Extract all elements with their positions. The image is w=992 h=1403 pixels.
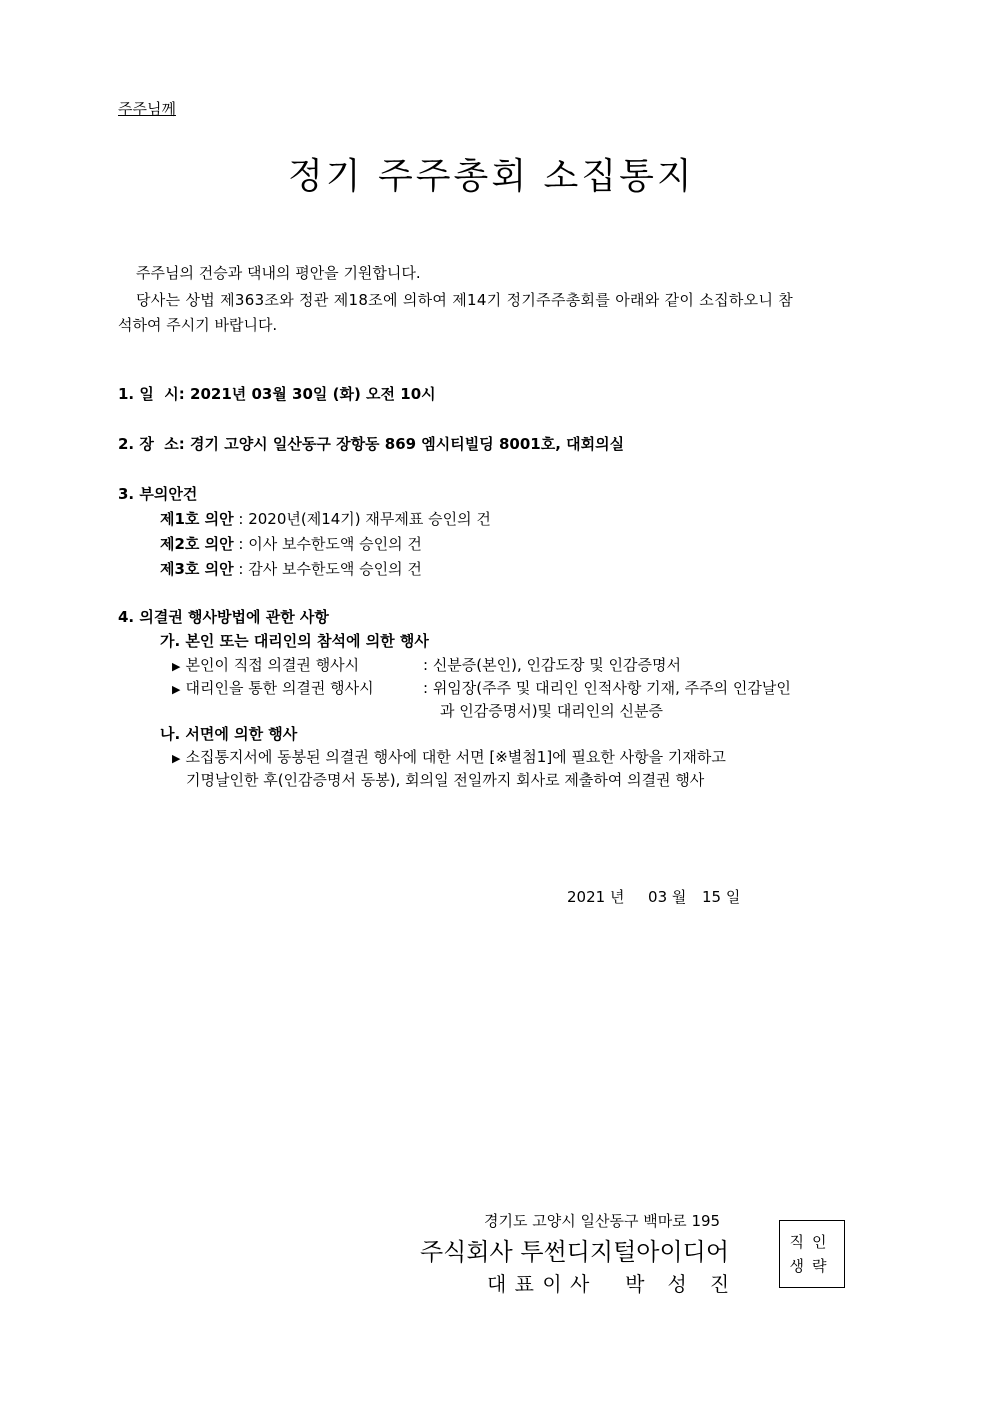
seal-box bbox=[779, 1220, 845, 1288]
item-agenda-heading: 3. 부의안건 bbox=[118, 485, 198, 503]
agenda-text: : 2020년(제14기) 재무제표 승인의 건 bbox=[233, 510, 491, 528]
voting-sub-a: 가. 본인 또는 대리인의 참석에 의한 행사 bbox=[160, 632, 429, 650]
date-year-unit: 년 bbox=[609, 888, 625, 906]
item-voting-heading: 4. 의결권 행사방법에 관한 사항 bbox=[118, 608, 329, 626]
company-address: 경기도 고양시 일산동구 백마로 195 bbox=[484, 1212, 721, 1230]
voting-b-bullet-1 bbox=[172, 746, 726, 767]
agenda-item-2 bbox=[160, 533, 422, 554]
triangle-right-icon: ▶ bbox=[172, 752, 181, 765]
voting-a-bullet-2 bbox=[172, 677, 374, 698]
voting-sub-b: 나. 서면에 의한 행사 bbox=[160, 725, 298, 743]
intro-line-2: 당사는 상법 제363조와 정관 제18조에 의하여 제14기 정기주주총회를 아래와 같이 소집하오니 참 bbox=[136, 291, 794, 309]
date-day-unit: 일 bbox=[725, 888, 741, 906]
intro-line-3: 석하여 주시기 바랍니다. bbox=[118, 316, 278, 334]
voting-a-bullet-2-cont: 과 인감증명서)및 대리인의 신분증 bbox=[440, 702, 664, 720]
page-title: 정기 주주총회 소집통지 bbox=[288, 156, 695, 197]
agenda-label: 제3호 의안 bbox=[160, 560, 234, 578]
bullet-label: 대리인을 통한 의결권 행사시 bbox=[185, 679, 374, 697]
bullet-label: 본인이 직접 의결권 행사시 bbox=[185, 656, 360, 674]
agenda-item-3 bbox=[160, 558, 422, 579]
date-year: 2021 bbox=[567, 888, 606, 906]
representative bbox=[487, 1268, 730, 1297]
agenda-label: 제2호 의안 bbox=[160, 535, 234, 553]
item-date: 1. 일 시: 2021년 03월 30일 (화) 오전 10시 bbox=[118, 385, 436, 403]
date-month-unit: 월 bbox=[671, 888, 687, 906]
notice-date bbox=[567, 886, 740, 907]
agenda-text: : 이사 보수한도액 승인의 건 bbox=[233, 535, 422, 553]
date-day: 15 bbox=[701, 888, 722, 906]
representative-title: 대 표 이 사 bbox=[487, 1272, 591, 1296]
item-place: 2. 장 소: 경기 고양시 일산동구 장항동 869 엠시티빌딩 8001호, 대회의실 bbox=[118, 435, 625, 453]
seal-line-1: 직인 bbox=[789, 1233, 835, 1251]
salutation: 주주님께 bbox=[118, 100, 176, 118]
agenda-label: 제1호 의안 bbox=[160, 510, 234, 528]
agenda-item-1 bbox=[160, 508, 491, 529]
date-month: 03 bbox=[648, 888, 668, 906]
company-name: 주식회사 투썬디지털아이디어 bbox=[420, 1238, 730, 1266]
voting-a-bullet-1 bbox=[172, 654, 359, 675]
voting-b-bullet-1-cont: 기명날인한 후(인감증명서 동봉), 회의일 전일까지 회사로 제출하여 의결권 행사 bbox=[186, 771, 705, 789]
agenda-text: : 감사 보수한도액 승인의 건 bbox=[233, 560, 422, 578]
seal-line-2: 생략 bbox=[789, 1257, 835, 1275]
voting-a-bullet-1-value: : 신분증(본인), 인감도장 및 인감증명서 bbox=[423, 656, 681, 674]
triangle-right-icon: ▶ bbox=[172, 683, 181, 696]
triangle-right-icon: ▶ bbox=[172, 660, 181, 673]
intro-line-1: 주주님의 건승과 댁내의 평안을 기원합니다. bbox=[136, 264, 421, 282]
bullet-text: 소집통지서에 동봉된 의결권 행사에 대한 서면 [※별첨1]에 필요한 사항을 기재하고 bbox=[185, 748, 726, 766]
voting-a-bullet-2-value: : 위임장(주주 및 대리인 인적사항 기재, 주주의 인감날인 bbox=[423, 679, 791, 697]
representative-name: 박 성 진 bbox=[625, 1272, 731, 1296]
